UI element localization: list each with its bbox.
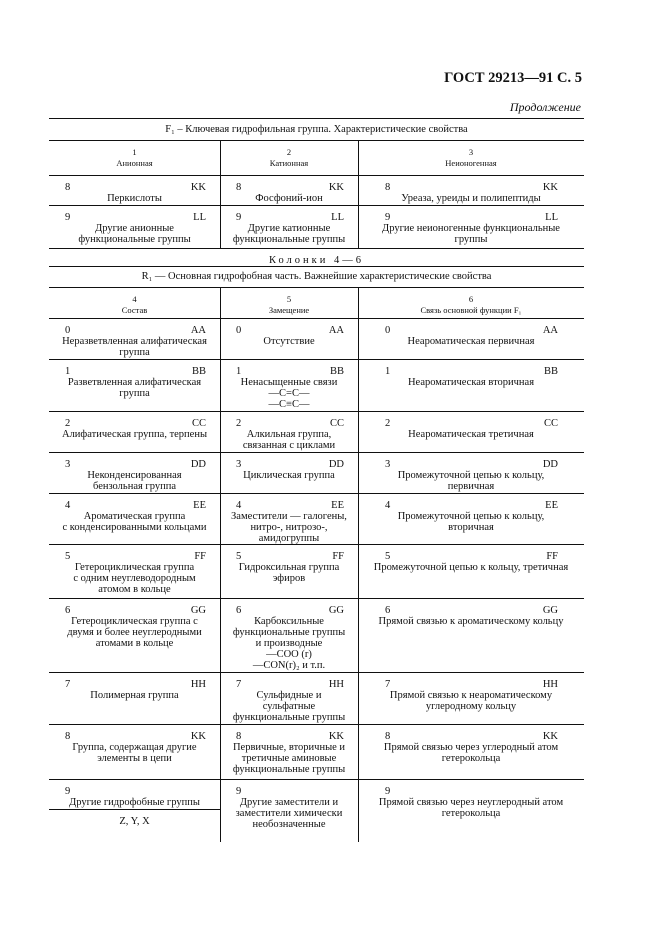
cell-number: 4 <box>65 500 71 511</box>
cell-number: 6 <box>385 605 391 616</box>
description-line: Уреаза, уреиды и полипептиды <box>401 193 541 204</box>
description-line: вторичная <box>448 522 494 533</box>
rule-line <box>49 287 584 288</box>
description-line: функциональные группы <box>232 234 346 245</box>
cell-number: 7 <box>236 679 242 690</box>
cell-number: 3 <box>385 459 391 470</box>
cell-code: GG <box>328 605 344 616</box>
column-divider <box>220 287 221 842</box>
description-line: Прямой связью к ароматическому кольцу <box>378 616 564 627</box>
description-line: Промежуточной цепью к кольцу, <box>397 511 545 522</box>
cell-description <box>220 377 358 410</box>
description-line: гетерокольца <box>441 808 501 819</box>
cell-number: 2 <box>385 418 391 429</box>
description-line: функциональные группы <box>78 234 191 245</box>
cell-number: 8 <box>65 731 71 742</box>
rule-line <box>49 544 584 545</box>
column-name: Катионная <box>269 158 309 168</box>
description-line: Ненасыщенные связи <box>240 377 338 388</box>
cell-code: EE <box>331 500 344 511</box>
cell-code: BB <box>543 366 558 377</box>
description-line: нитро-, нитрозо-, <box>250 522 328 533</box>
description-line: Неароматическая вторичная <box>407 377 535 388</box>
description-line: Неразветвленная алифатическая <box>62 336 207 347</box>
cell-description <box>49 797 220 808</box>
cell-description <box>220 511 358 544</box>
cell-number: 7 <box>385 679 391 690</box>
cell-number: 5 <box>236 551 242 562</box>
description-line: Разветвленная алифатическая <box>67 377 202 388</box>
description-line: функциональные группы <box>232 712 346 723</box>
cell-description <box>358 616 584 627</box>
cell-number: 7 <box>65 679 71 690</box>
description-line: Прямой связью через неуглеродный атом <box>378 797 564 808</box>
description-line: функциональные группы <box>232 764 346 775</box>
cell-description <box>220 797 358 830</box>
cell-code: GG <box>542 605 558 616</box>
cell-description <box>358 470 584 492</box>
description-line: группа <box>119 388 150 399</box>
cell-description <box>49 742 220 764</box>
description-line: Карбоксильные <box>254 616 324 627</box>
column-number: 2 <box>286 147 292 157</box>
cell-number: 0 <box>236 325 242 336</box>
description-line: Фосфоний-ион <box>255 193 323 204</box>
cell-number: 3 <box>65 459 71 470</box>
description-line: элементы в цепи <box>97 753 172 764</box>
description-line: Циклическая группа <box>243 470 335 481</box>
rule-line <box>49 493 584 494</box>
cell-code: KK <box>190 731 206 742</box>
cell-code: HH <box>190 679 206 690</box>
cell-code: BB <box>329 366 344 377</box>
description-line: Другие неионогенные функциональные <box>382 223 560 234</box>
cell-description <box>49 511 220 533</box>
cell-code: KK <box>542 731 558 742</box>
description-line: заместители химически <box>235 808 343 819</box>
description-line: атомом в кольце <box>98 584 171 595</box>
cell-number: 8 <box>236 182 242 193</box>
cell-number: 1 <box>65 366 71 377</box>
column-number: 3 <box>468 147 474 157</box>
cell-description <box>220 429 358 451</box>
description-line: и производные <box>255 638 323 649</box>
cell-number: 2 <box>65 418 71 429</box>
description-line: Заместители — галогены, <box>231 511 347 522</box>
cell-description <box>358 562 584 573</box>
description-line: группа <box>119 347 150 358</box>
cell-code: AA <box>542 325 558 336</box>
cell-description <box>49 223 220 245</box>
cell-number: 8 <box>236 731 242 742</box>
description-line: эфиров <box>272 573 306 584</box>
column-name: Анионная <box>116 158 153 168</box>
cell-number: 0 <box>385 325 391 336</box>
cell-description <box>358 336 584 347</box>
cell-code: LL <box>193 212 206 223</box>
cell-code: EE <box>545 500 558 511</box>
cell-description <box>358 429 584 440</box>
cell-code: AA <box>190 325 206 336</box>
description-line: —СОО (r) <box>266 649 312 660</box>
continuation-label: Продолжение <box>509 100 581 114</box>
cell-code: DD <box>190 459 206 470</box>
cell-description <box>49 429 220 440</box>
gost-page-header: ГОСТ 29213—91 С. 5 <box>444 70 582 86</box>
cell-number: 1 <box>385 366 391 377</box>
cell-code: KK <box>328 182 344 193</box>
cell-description <box>220 562 358 584</box>
cell-description <box>358 193 584 204</box>
cell-description <box>220 193 358 204</box>
description-line: Алкильная группа, <box>246 429 332 440</box>
description-line: углеродному кольцу <box>425 701 517 712</box>
description-line: сульфатные <box>262 701 316 712</box>
cell-code: HH <box>542 679 558 690</box>
description-line: гетерокольца <box>441 753 501 764</box>
column-name: Замещение <box>268 305 310 315</box>
rule-line <box>49 318 584 319</box>
description-line: бензольная группа <box>92 481 176 492</box>
description-line: атомами в кольце <box>95 638 174 649</box>
cell-number: 4 <box>236 500 242 511</box>
cell-description <box>358 690 584 712</box>
column-name: Состав <box>121 305 148 315</box>
description-line: Прямой связью к неароматическому <box>389 690 553 701</box>
cell-description <box>220 223 358 245</box>
columns-label: Колонки 4—6 <box>268 255 365 266</box>
description-line: первичная <box>447 481 495 492</box>
cell-code: CC <box>329 418 344 429</box>
description-line: Промежуточной цепью к кольцу, <box>397 470 545 481</box>
column-number: 6 <box>468 294 474 304</box>
cell-code: LL <box>331 212 344 223</box>
cell-number: 8 <box>385 182 391 193</box>
column-divider <box>358 140 359 248</box>
description-line: необозначенные <box>252 819 326 830</box>
column-name: Неионогенная <box>445 158 497 168</box>
description-line: Гетероциклическая группа <box>74 562 195 573</box>
cell-description <box>358 742 584 764</box>
cell-number: 9 <box>236 212 242 223</box>
description-line: Неконденсированная <box>87 470 182 481</box>
cell-number: 4 <box>385 500 391 511</box>
description-line: —С=С— <box>268 388 310 399</box>
description-line: Ароматическая группа <box>83 511 186 522</box>
column-number: 4 <box>132 294 137 304</box>
cell-number: 9 <box>65 786 71 797</box>
cell-number: 9 <box>65 212 71 223</box>
cell-description <box>49 470 220 492</box>
description-line: Полимерная группа <box>90 690 179 701</box>
cell-code: GG <box>190 605 206 616</box>
cell-code: LL <box>545 212 558 223</box>
cell-code: AA <box>328 325 344 336</box>
cell-description <box>358 511 584 533</box>
cell-number: 8 <box>65 182 71 193</box>
cell-description <box>358 377 584 388</box>
column-number: 1 <box>132 147 137 157</box>
cell-code: HH <box>328 679 344 690</box>
cell-code: DD <box>328 459 344 470</box>
cell-description <box>220 690 358 723</box>
description-line: Другие анионные <box>95 223 174 234</box>
cell-code: KK <box>328 731 344 742</box>
description-line: Неароматическая третичная <box>408 429 534 440</box>
description-line: двумя и более неуглеродными <box>67 627 202 638</box>
rule-line <box>49 248 584 249</box>
cell-number: 9 <box>385 786 391 797</box>
description-line: Прямой связью через углеродный атом <box>383 742 559 753</box>
cell-description <box>49 690 220 701</box>
description-line: Перкислоты <box>107 193 162 204</box>
cell-description <box>220 616 358 671</box>
rule-line <box>49 118 584 119</box>
column-divider <box>220 140 221 248</box>
cell-description <box>358 797 584 819</box>
section1-title: F₁ – Ключевая гидрофильная группа. Характеристические свойства <box>165 124 468 135</box>
cell-number: 8 <box>385 731 391 742</box>
zyx-label: Z, Y, X <box>119 816 150 827</box>
cell-description <box>49 336 220 358</box>
description-line: Гетероциклическая группа с <box>71 616 198 627</box>
cell-number: 1 <box>236 366 242 377</box>
description-line: группы <box>454 234 488 245</box>
rule-line <box>49 809 220 810</box>
cell-code: KK <box>190 182 206 193</box>
cell-number: 9 <box>385 212 391 223</box>
cell-code: BB <box>191 366 206 377</box>
rule-line <box>49 411 584 412</box>
cell-number: 6 <box>65 605 71 616</box>
description-line: Алифатическая группа, терпены <box>61 429 208 440</box>
cell-description <box>220 336 358 347</box>
cell-description <box>220 742 358 775</box>
section2-title: R₁ — Основная гидрофобная часть. Важнейшие характеристические свойства <box>141 271 492 282</box>
description-line: Сульфидные и <box>256 690 322 701</box>
cell-number: 0 <box>65 325 71 336</box>
rule-line <box>49 175 584 176</box>
description-line: связанная с циклами <box>242 440 336 451</box>
cell-number: 3 <box>236 459 242 470</box>
description-line: Гидроксильная группа <box>238 562 340 573</box>
cell-description <box>220 470 358 481</box>
description-line: Другие гидрофобные группы <box>69 797 200 808</box>
description-line: с одним неуглеводородным <box>73 573 196 584</box>
column-number: 5 <box>286 294 292 304</box>
cell-description <box>49 377 220 399</box>
column-name: Связь основной функции F₁ <box>420 305 522 315</box>
cell-number: 2 <box>236 418 242 429</box>
rule-line <box>49 598 584 599</box>
cell-code: EE <box>193 500 206 511</box>
rule-line <box>49 359 584 360</box>
cell-code: FF <box>194 551 206 562</box>
cell-description <box>358 223 584 245</box>
cell-code: FF <box>332 551 344 562</box>
cell-number: 9 <box>236 786 242 797</box>
cell-code: FF <box>546 551 558 562</box>
cell-code: DD <box>542 459 558 470</box>
rule-line <box>49 205 584 206</box>
cell-number: 5 <box>65 551 71 562</box>
column-divider <box>358 287 359 842</box>
rule-line <box>49 779 584 780</box>
rule-line <box>49 452 584 453</box>
description-line: Группа, содержащая другие <box>72 742 197 753</box>
rule-line <box>49 724 584 725</box>
cell-code: CC <box>543 418 558 429</box>
description-line: Неароматическая первичная <box>407 336 535 347</box>
description-line: Другие катионные <box>247 223 331 234</box>
cell-number: 5 <box>385 551 391 562</box>
description-line: третичные аминовые <box>241 753 337 764</box>
description-line: амидогруппы <box>258 533 320 544</box>
description-line: —CON(r)₂ и т.п. <box>252 660 326 671</box>
rule-line <box>49 140 584 141</box>
cell-number: 6 <box>236 605 242 616</box>
cell-description <box>49 616 220 649</box>
cell-code: CC <box>191 418 206 429</box>
cell-description <box>49 193 220 204</box>
description-line: с конденсированными кольцами <box>62 522 207 533</box>
description-line: Отсутствие <box>263 336 315 347</box>
description-line: —С≡С— <box>268 399 310 410</box>
description-line: функциональные группы <box>232 627 346 638</box>
cell-description <box>49 562 220 595</box>
cell-code: KK <box>542 182 558 193</box>
description-line: Промежуточной цепью к кольцу, третичная <box>373 562 569 573</box>
rule-line <box>49 266 584 267</box>
rule-line <box>49 672 584 673</box>
description-line: Другие заместители и <box>239 797 339 808</box>
description-line: Первичные, вторичные и <box>232 742 346 753</box>
